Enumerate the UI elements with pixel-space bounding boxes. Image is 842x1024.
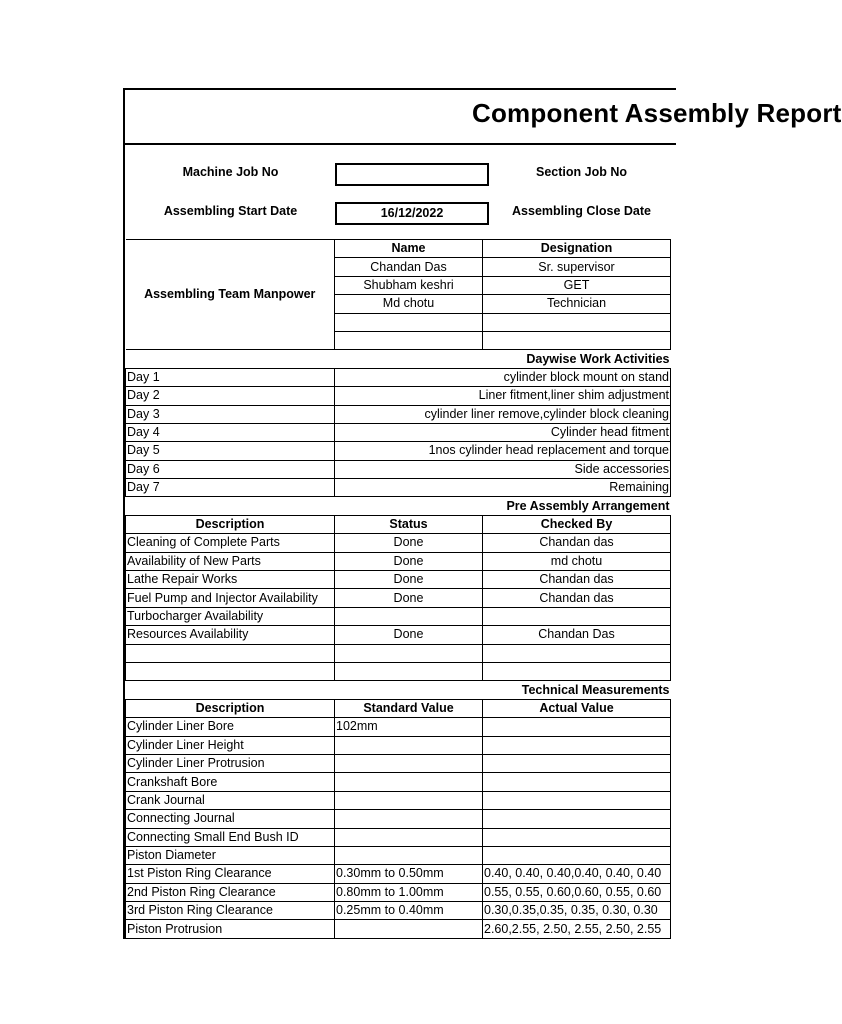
technical-section-title: Technical Measurements (126, 681, 671, 699)
pre-assembly-section-title: Pre Assembly Arrangement (126, 497, 671, 515)
day-activity[interactable]: 1nos cylinder head replacement and torque (335, 442, 671, 460)
tech-description: 3rd Piston Ring Clearance (126, 902, 335, 920)
day-row (126, 423, 671, 441)
machine-job-no-label: Machine Job No (182, 165, 279, 179)
day-row (126, 368, 671, 386)
team-designation[interactable] (483, 331, 671, 349)
pre-assembly-row (126, 607, 671, 625)
close-date-label: Assembling Close Date (512, 204, 651, 218)
pre-description: Availability of New Parts (126, 552, 335, 570)
pre-assembly-row (126, 644, 671, 662)
report-table (125, 239, 671, 939)
tech-standard[interactable] (335, 736, 483, 754)
technical-header-row (126, 699, 671, 717)
team-name[interactable]: Chandan Das (335, 258, 483, 276)
pre-assembly-row (126, 571, 671, 589)
pre-status[interactable]: Done (335, 552, 483, 570)
pre-col-checked-by: Checked By (483, 515, 671, 533)
technical-row (126, 754, 671, 772)
tech-standard[interactable] (335, 773, 483, 791)
tech-standard[interactable]: 0.30mm to 0.50mm (335, 865, 483, 883)
pre-checked-by[interactable]: Chandan Das (483, 626, 671, 644)
tech-actual[interactable]: 2.60,2.55, 2.50, 2.55, 2.50, 2.55 (483, 920, 671, 938)
tech-col-standard: Standard Value (335, 699, 483, 717)
pre-assembly-row (126, 626, 671, 644)
pre-assembly-row (126, 534, 671, 552)
tech-actual[interactable] (483, 736, 671, 754)
start-date-field[interactable]: 16/12/2022 (335, 202, 489, 225)
technical-row (126, 883, 671, 901)
tech-actual[interactable]: 0.30,0.35,0.35, 0.35, 0.30, 0.30 (483, 902, 671, 920)
team-col-name: Name (335, 240, 483, 258)
pre-checked-by[interactable]: Chandan das (483, 534, 671, 552)
team-designation[interactable]: GET (483, 276, 671, 294)
pre-assembly-header-row (126, 515, 671, 533)
machine-job-no-field[interactable] (335, 163, 489, 186)
tech-standard[interactable]: 0.80mm to 1.00mm (335, 883, 483, 901)
day-label: Day 7 (126, 479, 335, 497)
technical-row (126, 810, 671, 828)
tech-standard[interactable] (335, 754, 483, 772)
tech-description: Connecting Journal (126, 810, 335, 828)
pre-checked-by[interactable] (483, 662, 671, 680)
day-label: Day 6 (126, 460, 335, 478)
tech-standard[interactable]: 0.25mm to 0.40mm (335, 902, 483, 920)
tech-actual[interactable] (483, 773, 671, 791)
tech-standard[interactable] (335, 846, 483, 864)
team-name[interactable] (335, 331, 483, 349)
pre-status[interactable] (335, 607, 483, 625)
pre-status[interactable]: Done (335, 626, 483, 644)
report-sheet (123, 88, 842, 939)
day-row (126, 442, 671, 460)
tech-standard[interactable]: 102mm (335, 718, 483, 736)
tech-actual[interactable] (483, 754, 671, 772)
pre-checked-by[interactable]: Chandan das (483, 571, 671, 589)
tech-standard[interactable] (335, 810, 483, 828)
pre-checked-by[interactable] (483, 644, 671, 662)
tech-description: Crankshaft Bore (126, 773, 335, 791)
tech-description: 1st Piston Ring Clearance (126, 865, 335, 883)
technical-row (126, 718, 671, 736)
tech-col-description: Description (126, 699, 335, 717)
technical-row (126, 791, 671, 809)
tech-actual[interactable]: 0.55, 0.55, 0.60,0.60, 0.55, 0.60 (483, 883, 671, 901)
pre-description: Lathe Repair Works (126, 571, 335, 589)
day-row (126, 387, 671, 405)
technical-section-row (126, 681, 671, 699)
day-activity[interactable]: Side accessories (335, 460, 671, 478)
pre-description: Fuel Pump and Injector Availability (126, 589, 335, 607)
tech-actual[interactable] (483, 810, 671, 828)
pre-description (126, 662, 335, 680)
day-row (126, 405, 671, 423)
technical-row (126, 736, 671, 754)
tech-description: Cylinder Liner Height (126, 736, 335, 754)
start-date-label: Assembling Start Date (163, 204, 298, 218)
pre-assembly-row (126, 589, 671, 607)
day-activity[interactable]: Liner fitment,liner shim adjustment (335, 387, 671, 405)
day-row (126, 479, 671, 497)
day-label: Day 2 (126, 387, 335, 405)
tech-description: Connecting Small End Bush ID (126, 828, 335, 846)
pre-description (126, 644, 335, 662)
pre-description: Resources Availability (126, 626, 335, 644)
tech-description: Cylinder Liner Bore (126, 718, 335, 736)
pre-assembly-row (126, 662, 671, 680)
technical-row (126, 828, 671, 846)
tech-actual[interactable] (483, 718, 671, 736)
pre-assembly-section-row (126, 497, 671, 515)
tech-description: 2nd Piston Ring Clearance (126, 883, 335, 901)
pre-col-status: Status (335, 515, 483, 533)
tech-actual[interactable] (483, 828, 671, 846)
daywise-section-title: Daywise Work Activities (126, 350, 671, 368)
tech-standard[interactable] (335, 920, 483, 938)
technical-row (126, 920, 671, 938)
team-name[interactable]: Md chotu (335, 295, 483, 313)
job-header (125, 145, 676, 239)
tech-col-actual: Actual Value (483, 699, 671, 717)
tech-standard[interactable] (335, 828, 483, 846)
tech-actual[interactable]: 0.40, 0.40, 0.40,0.40, 0.40, 0.40 (483, 865, 671, 883)
section-job-no-label: Section Job No (536, 165, 627, 179)
day-label: Day 3 (126, 405, 335, 423)
pre-status[interactable]: Done (335, 534, 483, 552)
day-label: Day 1 (126, 368, 335, 386)
pre-checked-by[interactable]: Chandan das (483, 589, 671, 607)
day-label: Day 4 (126, 423, 335, 441)
pre-checked-by[interactable]: md chotu (483, 552, 671, 570)
pre-assembly-row (126, 552, 671, 570)
pre-col-description: Description (126, 515, 335, 533)
technical-row (126, 846, 671, 864)
pre-checked-by[interactable] (483, 607, 671, 625)
daywise-section-row (126, 350, 671, 368)
day-activity[interactable]: cylinder liner remove,cylinder block cleaning (335, 405, 671, 423)
team-label: Assembling Team Manpower (126, 240, 335, 350)
day-activity[interactable]: Cylinder head fitment (335, 423, 671, 441)
pre-description: Turbocharger Availability (126, 607, 335, 625)
team-designation[interactable]: Sr. supervisor (483, 258, 671, 276)
tech-description: Piston Protrusion (126, 920, 335, 938)
tech-actual[interactable] (483, 791, 671, 809)
team-designation[interactable] (483, 313, 671, 331)
day-label: Day 5 (126, 442, 335, 460)
pre-status[interactable]: Done (335, 589, 483, 607)
technical-row (126, 773, 671, 791)
day-activity[interactable]: Remaining (335, 479, 671, 497)
day-activity[interactable]: cylinder block mount on stand (335, 368, 671, 386)
report-title-cell (125, 90, 842, 145)
pre-status[interactable] (335, 644, 483, 662)
tech-standard[interactable] (335, 791, 483, 809)
team-designation[interactable]: Technician (483, 295, 671, 313)
tech-description: Crank Journal (126, 791, 335, 809)
report-title: Component Assembly Report (472, 98, 842, 128)
team-col-designation: Designation (483, 240, 671, 258)
tech-description: Piston Diameter (126, 846, 335, 864)
day-row (126, 460, 671, 478)
technical-row (126, 902, 671, 920)
team-header-row (126, 240, 671, 258)
pre-status[interactable] (335, 662, 483, 680)
tech-description: Cylinder Liner Protrusion (126, 754, 335, 772)
team-name[interactable] (335, 313, 483, 331)
technical-row (126, 865, 671, 883)
tech-actual[interactable] (483, 846, 671, 864)
team-name[interactable]: Shubham keshri (335, 276, 483, 294)
pre-status[interactable]: Done (335, 571, 483, 589)
pre-description: Cleaning of Complete Parts (126, 534, 335, 552)
